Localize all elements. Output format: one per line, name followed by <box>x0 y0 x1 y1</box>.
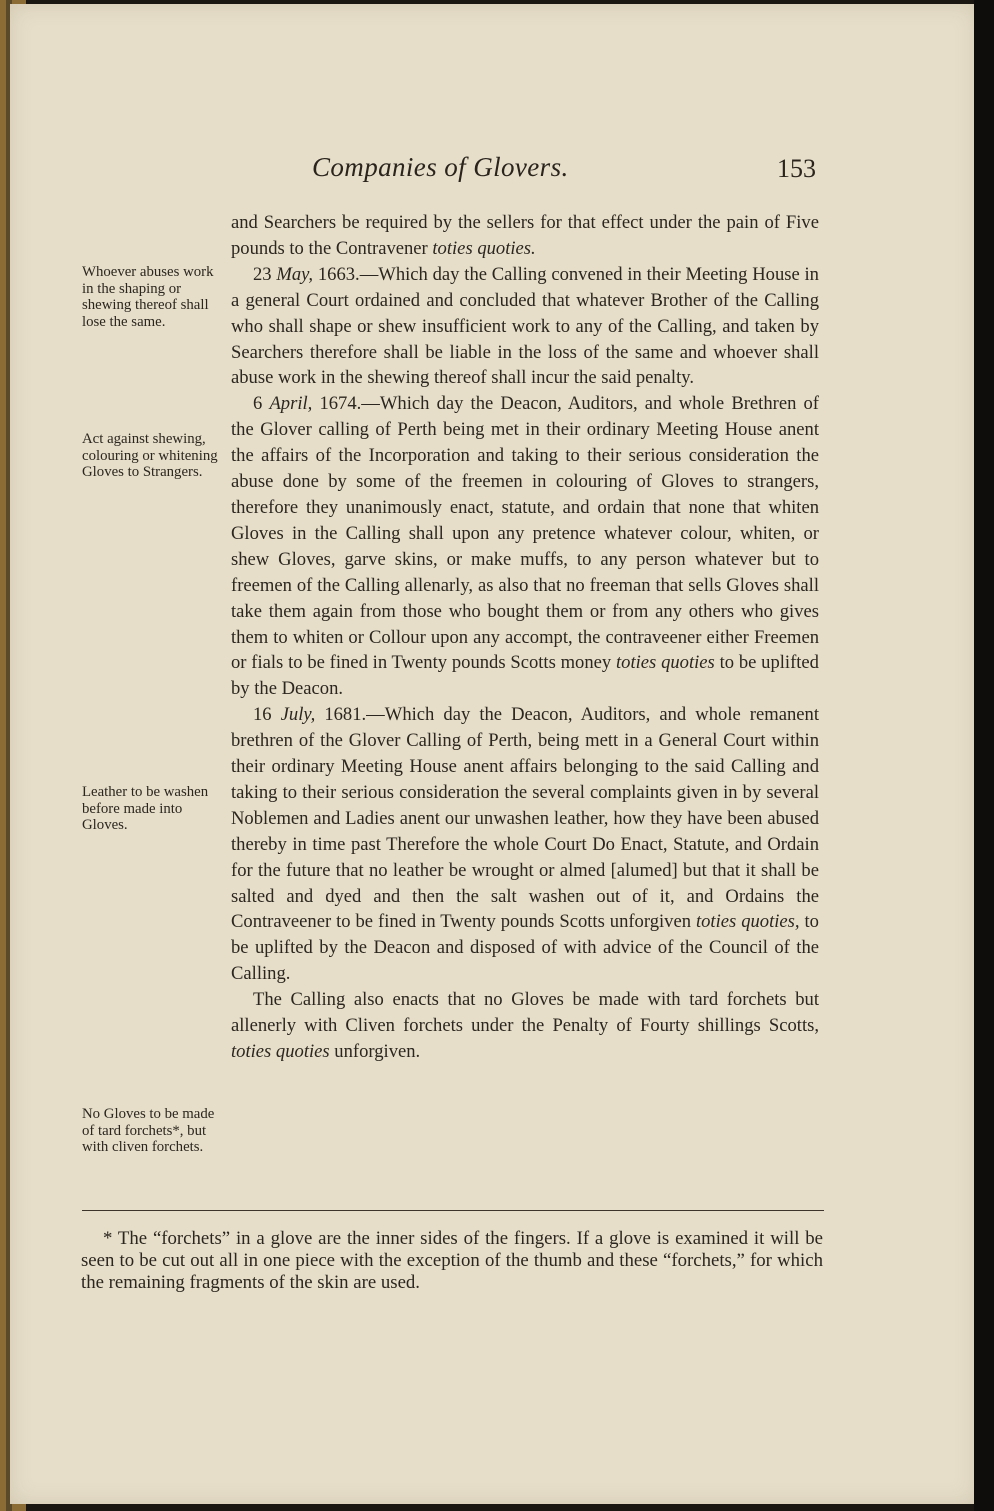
margin-note: Leather to be washen before made into Gloves. <box>82 784 209 834</box>
paragraph <box>231 391 819 702</box>
italic-text: toties quoties <box>231 1041 330 1062</box>
page-edge-shadow <box>974 0 994 1511</box>
text-run: 16 <box>253 704 281 726</box>
margin-note: Act against shewing, colouring or whitening Gloves to Strangers. <box>82 431 218 481</box>
paragraph <box>231 210 819 262</box>
text-run: 6 <box>253 393 270 415</box>
running-title: Companies of Glovers. <box>312 152 569 182</box>
text-run: 1674.—Which day the Deacon, Auditors, and whole Brethren of the Glover calling of Perth being met in their ordinary Meeting House anent the affairs of the Incorporation and taking to their serious consideration the abuse done by some of the freemen in colouring of Gloves to strangers, therefore they unanimously enact, statute, and ordain that none that whiten Gloves in the Calling shall upon any pretence whatever colour, whiten, or shew Gloves, garve skins, or make muffs, to any person whatever but to freemen of the Calling allenarly, as also that no freeman that sells Gloves shall take them again from those who bought them or from any others who gives them to whiten or Collour upon any accompt, the contraveener either Freemen or fials to be fined in Twenty pounds Scotts money <box>231 393 819 674</box>
italic-text: April, <box>269 393 313 415</box>
text-run: 1663.—Which day the Calling convened in their Meeting House in a general Court ordained and concluded that whatever Brother of the Calling who shall shape or shew insufficient work to any of the Calling, and taken by Searchers therefore shall be liable in the loss of the same and whoever shall abuse work in the shewing thereof shall incur the said penalty. <box>231 263 819 389</box>
footnote-text: * The “forchets” in a glove are the inner sides of the fingers. If a glove is examined it will be seen to be cut out all in one piece with the exception of the thumb and these “forchets,” for which the remaining fragments of the skin are used. <box>81 1228 823 1293</box>
paragraph <box>231 702 819 987</box>
text-run: 23 <box>253 263 277 285</box>
italic-text: May, <box>276 263 314 285</box>
italic-text: toties quoties <box>616 652 715 674</box>
running-header <box>300 152 820 192</box>
main-text <box>231 210 819 1065</box>
text-run: to be uplifted by the Deacon. <box>231 652 819 700</box>
italic-text: toties quoties, <box>695 911 800 933</box>
italic-text: July, <box>280 704 316 726</box>
text-run: The Calling also enacts that no Gloves be made with tard forchets but allenerly with Cliven forchets under the Penalty of Fourty shillings Scotts, <box>231 989 819 1037</box>
text-run: to be uplifted by the Deacon and disposed of with advice of the Council of the Calling. <box>231 911 819 985</box>
italic-text: toties quoties. <box>432 237 536 259</box>
paragraph <box>231 262 819 392</box>
margin-note: Whoever abuses work in the shaping or shewing thereof shall lose the same. <box>82 264 214 330</box>
text-run: 1681.—Which day the Deacon, Auditors, and whole remanent brethren of the Glover Calling of Perth, being mett in a General Court within their ordinary Meeting House anent affairs belonging to the said Calling and taking to their serious consideration the several complaints given in by several Noblemen and Ladies anent our unwashen leather, how they have been abused thereby in time past Therefore the whole Court Do Enact, Statute, and Ordain for the future that no leather be wrought or almed [alumed] but that it shall be salted and dyed and then the salt washen out of it, and Ordains the Contraveener to be fined in Twenty pounds Scotts unforgiven <box>231 704 819 933</box>
footnote <box>81 1228 823 1294</box>
footnote-rule <box>82 1210 824 1211</box>
page-number: 153 <box>777 154 816 183</box>
text-run: unforgiven. <box>329 1041 421 1062</box>
paragraph <box>231 987 819 1065</box>
margin-note: No Gloves to be made of tard forchets*, but with cliven forchets. <box>82 1106 215 1156</box>
text-run: and Searchers be required by the sellers for that effect under the pain of Five pounds to the Contravener <box>231 212 819 259</box>
